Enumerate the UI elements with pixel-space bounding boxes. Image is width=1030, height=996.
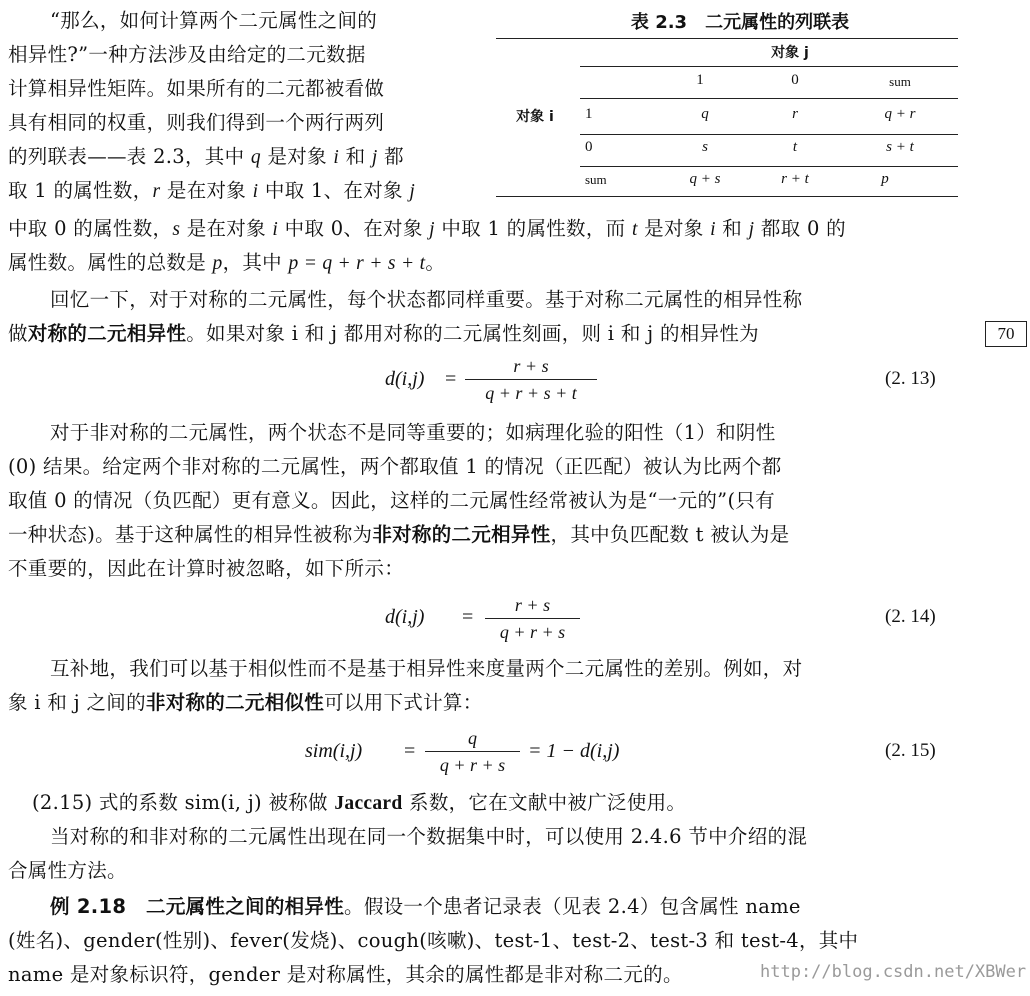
eq-2-15-equals: = xyxy=(404,740,416,762)
table-col-header: 对象 j xyxy=(771,45,809,61)
intro-line-5: 的列联表——表 2.3，其中 q 是对象 i 和 j 都 xyxy=(8,145,404,168)
table-row-label: 0 xyxy=(585,139,593,155)
eq-2-15-fraction xyxy=(425,727,520,776)
eq-2-14-equals: = xyxy=(462,606,474,628)
eq-2-15-numerator: q xyxy=(468,728,477,748)
margin-page-number: 70 xyxy=(985,321,1027,347)
example-heading: 二元属性之间的相异性 xyxy=(146,895,345,918)
table-rule-1 xyxy=(580,98,958,99)
symmetric-line-2: 做对称的二元相异性。如果对象 i 和 j 都用对称的二元属性刻画，则 i 和 j 的相异性为 xyxy=(8,322,759,345)
eq-2-13-number: (2. 13) xyxy=(885,368,936,389)
eq-2-14-fraction xyxy=(485,594,580,643)
eq-2-13-fraction xyxy=(465,355,597,404)
table-col-header-rule xyxy=(580,66,958,67)
example-line-3: name 是对象标识符，gender 是对称属性，其余的属性都是非对称二元的。 xyxy=(8,963,683,986)
intro-line-1: “那么，如何计算两个二元属性之间的 xyxy=(50,9,378,32)
asymmetric-line-1: 对于非对称的二元属性，两个状态不是同等重要的；如病理化验的阳性（1）和阴性 xyxy=(50,421,776,444)
table-cell: q + r xyxy=(884,106,916,122)
table-cell: s xyxy=(702,139,708,155)
term-asymmetric-dissimilarity: 非对称的二元相异性 xyxy=(372,523,551,546)
watermark: http://blog.csdn.net/XBWer xyxy=(760,962,1027,982)
intro-line-3: 计算相异性矩阵。如果所有的二元都被看做 xyxy=(8,77,385,100)
table-header-sum: sum xyxy=(889,74,911,89)
term-asymmetric-similarity: 非对称的二元相似性 xyxy=(145,691,325,714)
eq-2-13-lhs: d(i,j) xyxy=(385,368,425,390)
table-rule-3 xyxy=(580,166,958,167)
table-cell: r xyxy=(792,106,798,122)
table-bottom-rule xyxy=(496,196,958,197)
table-cell: s + t xyxy=(886,139,914,155)
table-row-label: 1 xyxy=(585,106,593,122)
jaccard-line-3: 合属性方法。 xyxy=(8,859,127,882)
term-jaccard: Jaccard xyxy=(334,793,403,814)
table-rule-2 xyxy=(580,134,958,135)
similarity-line-2: 象 i 和 j 之间的非对称的二元相似性可以用下式计算： xyxy=(8,691,483,714)
intro-line-4: 具有相同的权重，则我们得到一个两行两列 xyxy=(8,111,385,134)
eq-2-15-number: (2. 15) xyxy=(885,740,936,761)
example-line-2: (姓名)、gender(性别)、fever(发烧)、cough(咳嗽)、test-1、test-2、test-3 和 test-4，其中 xyxy=(8,929,859,952)
table-top-rule xyxy=(496,38,958,39)
table-cell: r + t xyxy=(781,171,809,187)
example-label: 例 2.18 xyxy=(50,895,127,918)
intro-line-6: 取 1 的属性数，r 是在对象 i 中取 1、在对象 j xyxy=(8,179,416,202)
intro-line-8: 属性数。属性的总数是 p，其中 p = q + r + s + t。 xyxy=(8,251,446,274)
table-cell: t xyxy=(792,139,798,155)
asymmetric-line-4: 一种状态)。基于这种属性的相异性被称为非对称的二元相异性，其中负匹配数 t 被认为是 xyxy=(8,523,790,546)
asymmetric-line-3: 取值 0 的情况（负匹配）更有意义。因此，这样的二元属性经常被认为是“一元的”(只有 xyxy=(8,489,775,512)
table-cell: p xyxy=(881,171,889,187)
eq-2-15-rhs: = 1 − d(i,j) xyxy=(528,740,620,762)
table-cell: q + s xyxy=(689,171,721,187)
similarity-line-1: 互补地，我们可以基于相似性而不是基于相异性来度量两个二元属性的差别。例如，对 xyxy=(50,657,803,680)
eq-2-13-equals: = xyxy=(445,368,457,390)
example-line-1: 例 2.18 二元属性之间的相异性。假设一个患者记录表（见表 2.4）包含属性 name xyxy=(50,895,801,918)
table-title: 表 2.3 二元属性的列联表 xyxy=(630,12,850,33)
eq-2-13-numerator: r + s xyxy=(513,356,549,376)
eq-2-14-lhs: d(i,j) xyxy=(385,606,425,628)
term-symmetric-dissimilarity: 对称的二元相异性 xyxy=(27,322,187,345)
asymmetric-line-5: 不重要的，因此在计算时被忽略，如下所示： xyxy=(8,557,405,580)
jaccard-line-2: 当对称的和非对称的二元属性出现在同一个数据集中时，可以使用 2.4.6 节中介绍的混 xyxy=(50,825,808,848)
eq-2-14-numerator: r + s xyxy=(514,595,551,615)
symmetric-line-1: 回忆一下，对于对称的二元属性，每个状态都同样重要。基于对称二元属性的相异性称 xyxy=(50,288,803,311)
table-cell: q xyxy=(701,106,709,122)
eq-2-14-denominator: q + r + s xyxy=(499,622,566,642)
jaccard-line-1: (2.15) 式的系数 sim(i, j) 被称做 Jaccard 系数，它在文献中被广泛使用。 xyxy=(32,791,687,814)
table-header-1: 1 xyxy=(696,72,704,88)
eq-2-13-denominator: q + r + s + t xyxy=(485,383,577,403)
table-header-0: 0 xyxy=(791,72,799,88)
table-row-header: 对象 i xyxy=(516,109,554,125)
table-row-label: sum xyxy=(585,172,607,187)
asymmetric-line-2: (0) 结果。给定两个非对称的二元属性，两个都取值 1 的情况（正匹配）被认为比两个都 xyxy=(8,455,782,478)
intro-line-2: 相异性?”一种方法涉及由给定的二元数据 xyxy=(8,43,366,66)
eq-2-15-lhs: sim(i,j) xyxy=(305,740,363,762)
eq-2-15-denominator: q + r + s xyxy=(439,755,506,775)
intro-line-7: 中取 0 的属性数，s 是在对象 i 中取 0、在对象 j 中取 1 的属性数，而 t 是对象 i 和 j 都取 0 的 xyxy=(8,217,846,240)
eq-2-14-number: (2. 14) xyxy=(885,606,936,627)
